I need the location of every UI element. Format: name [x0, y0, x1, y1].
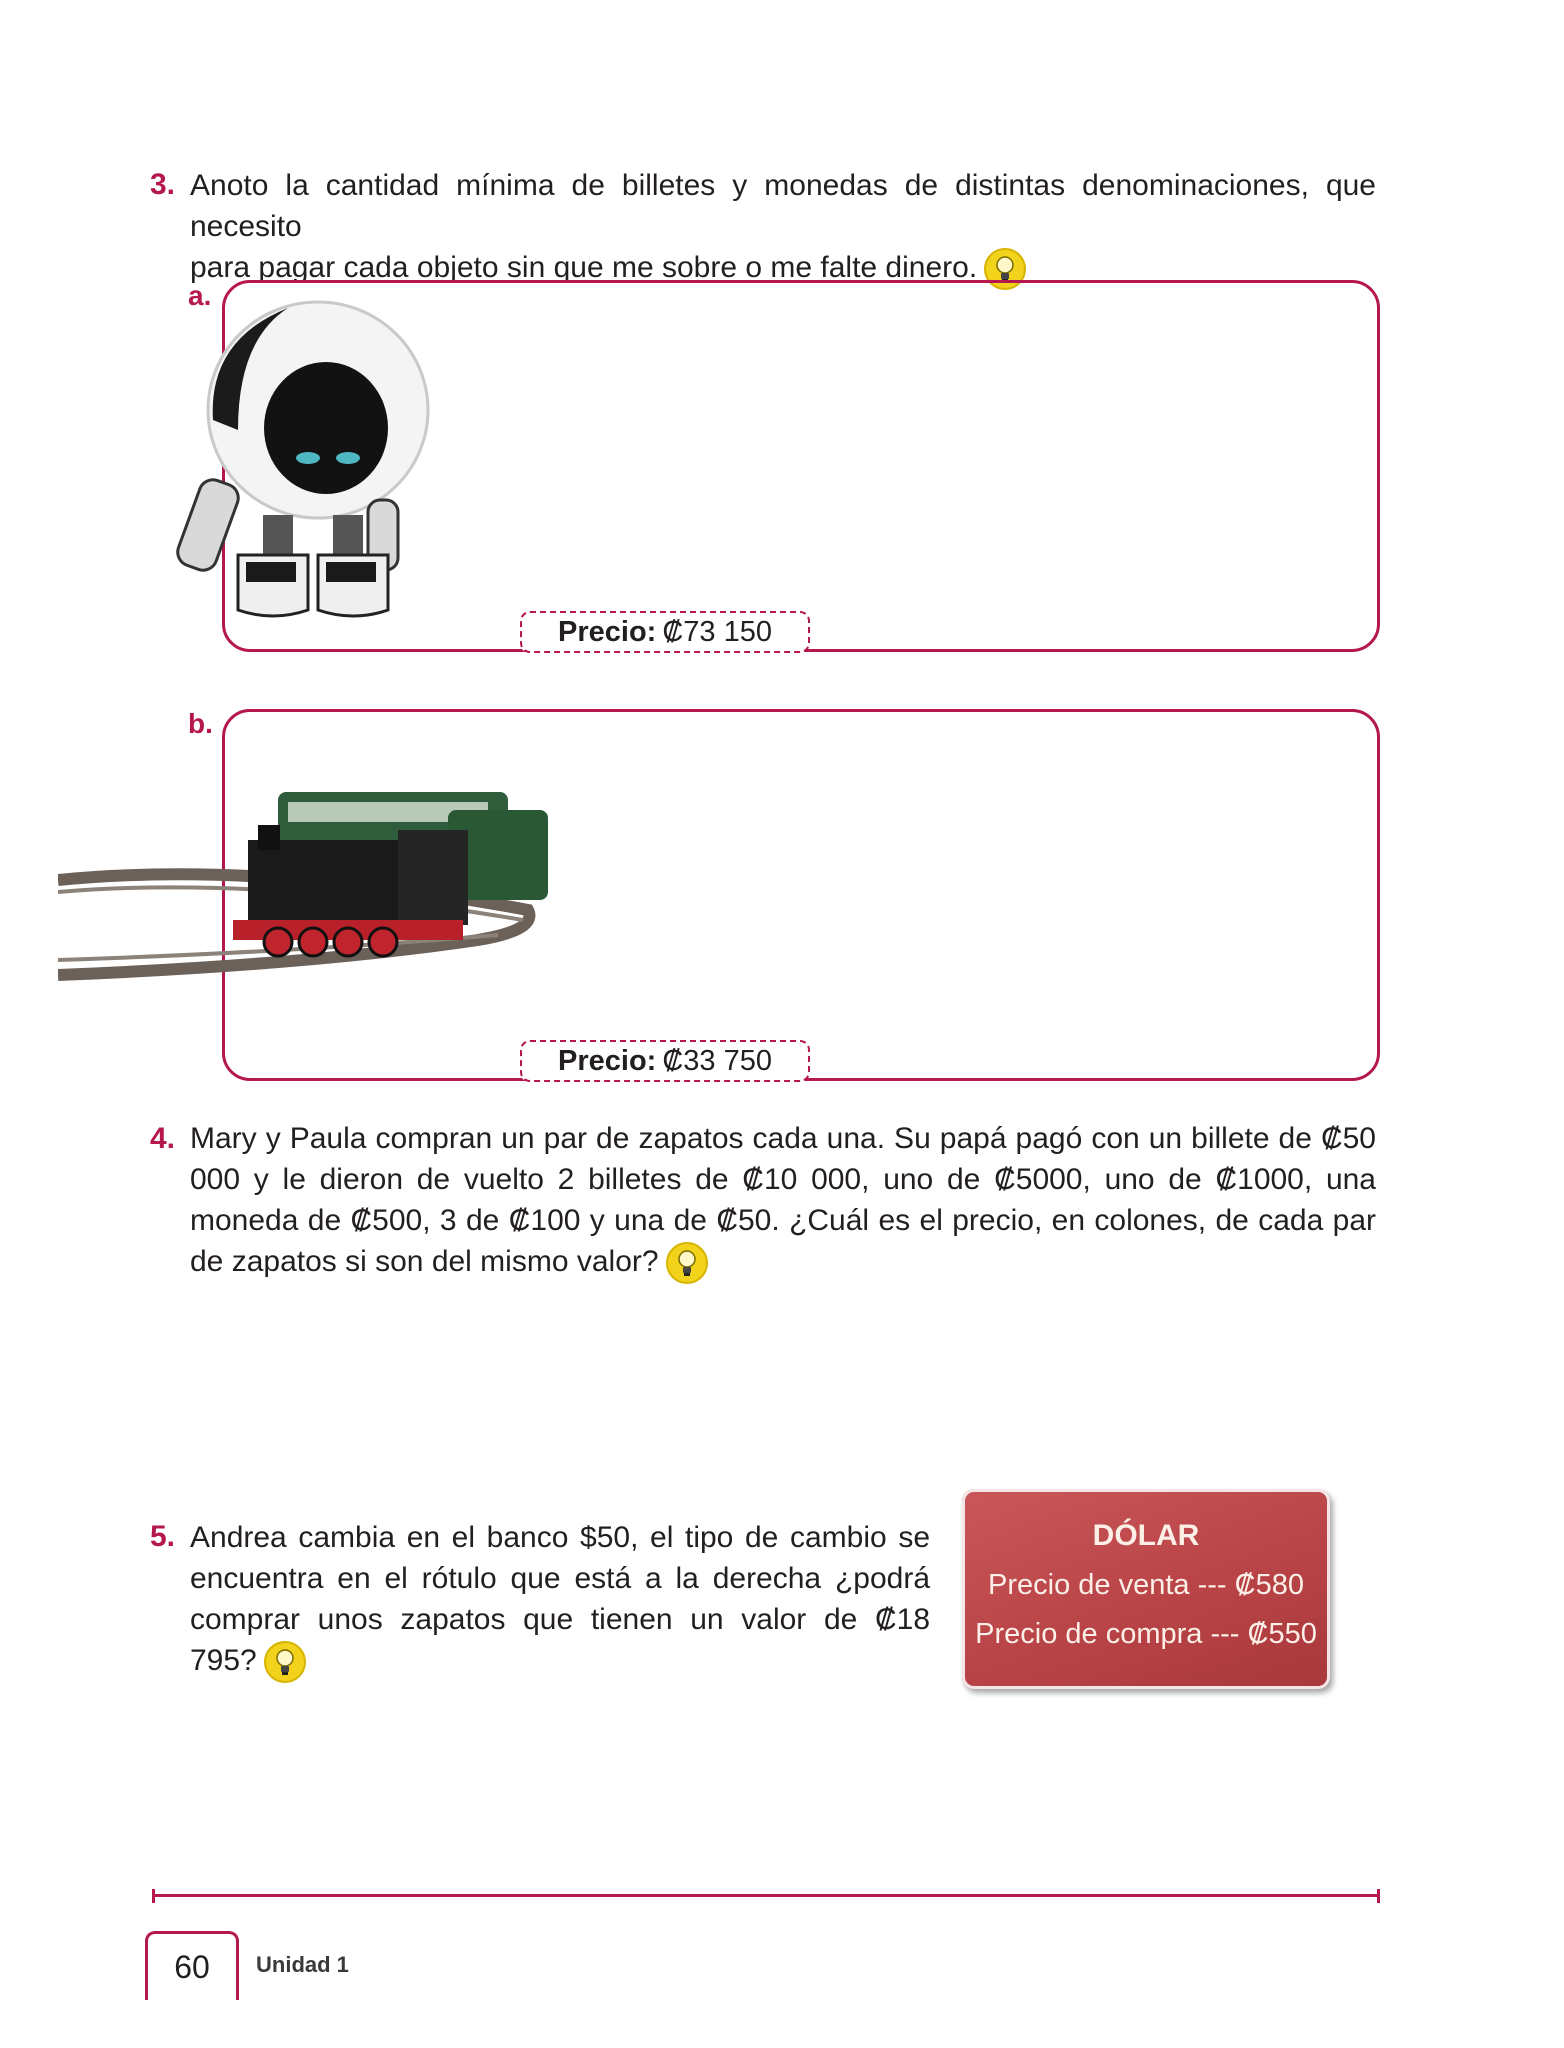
price-label-a: Precio:: [558, 615, 657, 648]
price-tag-b: [520, 1040, 810, 1082]
question-4-body: Mary y Paula compran un par de zapatos cada una. Su papá pagó con un billete de ₡50 000 y le dieron de vuelto 2 billetes de ₡10 000, uno de ₡5000, uno de ₡1000, una moneda de ₡500, 3 de ₡100 y una de ₡50. ¿Cuál es el precio, en colones, de cada par de zapatos si son del mismo valor?: [190, 1122, 1376, 1278]
unit-label: Unidad 1: [256, 1952, 349, 1977]
question-4-number: 4.: [150, 1122, 176, 1155]
price-label-b: Precio:: [558, 1044, 657, 1077]
item-b-label: b.: [188, 708, 213, 739]
footer-line-right-cap: [1377, 1889, 1380, 1903]
price-value-b: ₡33 750: [662, 1044, 772, 1077]
question-3-line-2: para pagar cada objeto sin que me sobre o me falte dinero.: [190, 247, 1376, 291]
sign-buy-rate: Precio de compra --- ₡550: [975, 1618, 1317, 1650]
sign-title: DÓLAR: [1092, 1519, 1200, 1552]
question-3-text: [190, 165, 1376, 291]
price-value-a: ₡73 150: [662, 615, 772, 648]
footer-rule: [152, 1894, 1380, 1897]
question-5-text: [190, 1517, 930, 1684]
toy-train-image: [58, 780, 558, 990]
lightbulb-hint-icon: [263, 1640, 307, 1684]
question-4-text: [190, 1118, 1376, 1285]
question-5-body: Andrea cambia en el banco $50, el tipo de cambio se encuentra en el rótulo que está a la derecha ¿podrá comprar unos zapatos que tienen un valor de ₡18 795?: [190, 1521, 930, 1677]
page-number: 60: [145, 1931, 239, 2000]
item-a-label: a.: [188, 280, 212, 311]
lightbulb-hint-icon: [665, 1241, 709, 1285]
question-3-number: 3.: [150, 168, 176, 201]
price-tag-a: [520, 611, 810, 653]
robot-image: [168, 300, 438, 630]
question-3-line-1: Anoto la cantidad mínima de billetes y monedas de distintas denominaciones, que necesito: [190, 169, 1376, 243]
sign-sell-rate: Precio de venta --- ₡580: [988, 1569, 1304, 1601]
question-5-number: 5.: [150, 1520, 176, 1553]
exchange-rate-sign: [962, 1489, 1330, 1689]
